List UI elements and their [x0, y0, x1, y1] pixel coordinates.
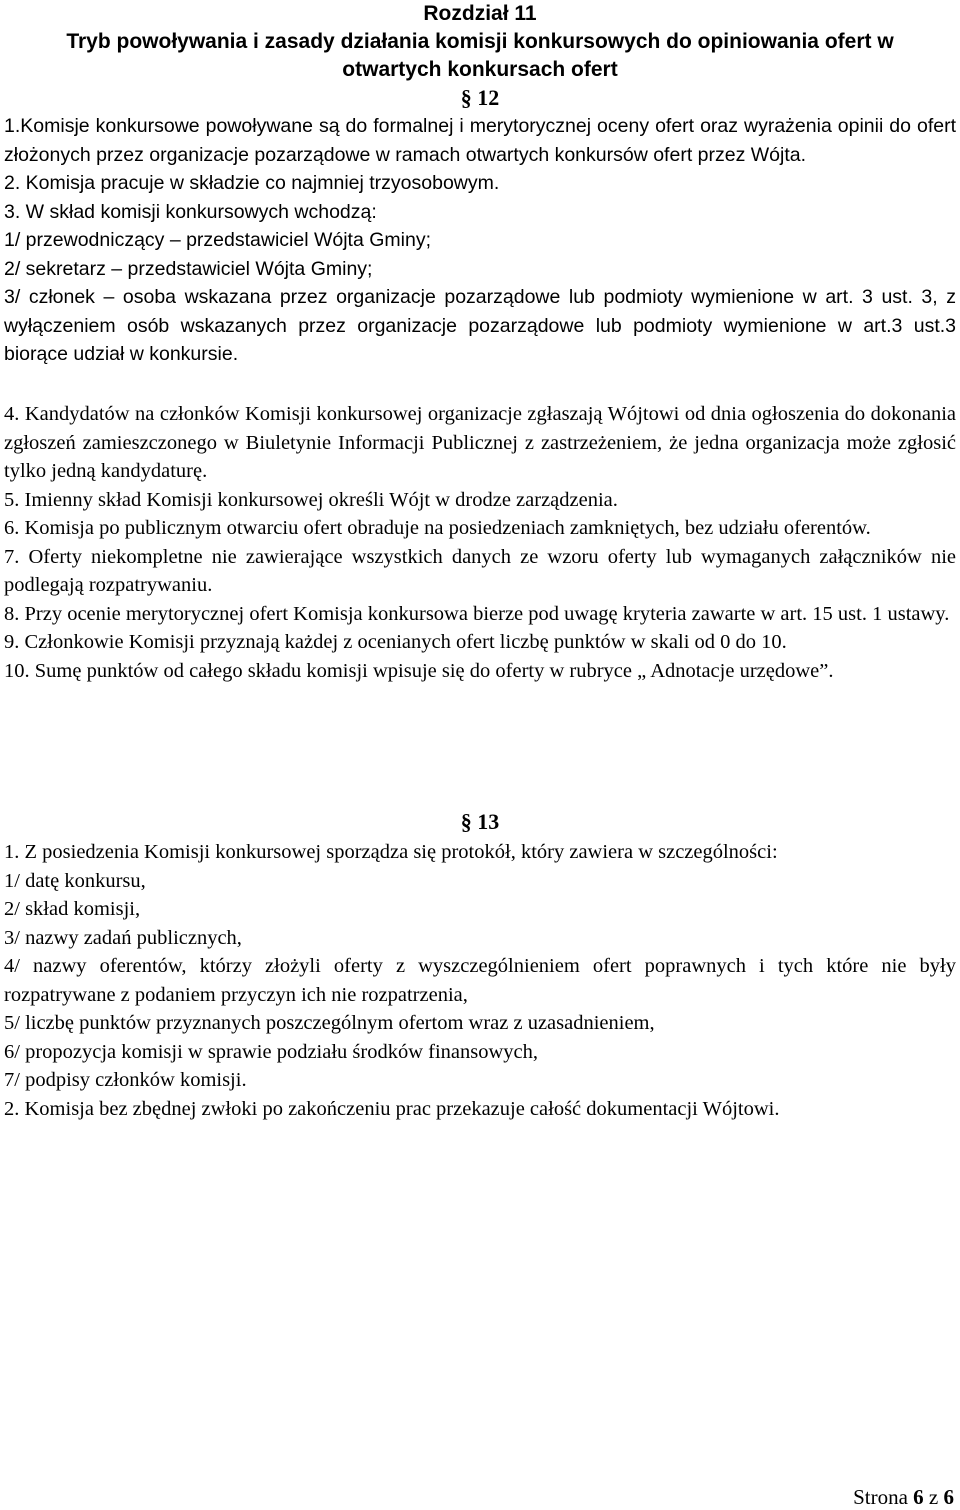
s13-item-5: 5/ liczbę punktów przyznanych poszczególnym ofertom wraz z uzasadnieniem, — [4, 1012, 655, 1034]
section-13 — [4, 838, 956, 1123]
s12-paragraph-3-item-1: 1/ przewodniczący – przedstawiciel Wójta Gminy; — [4, 229, 431, 251]
s12-paragraph-3-item-3: 3/ członek – osoba wskazana przez organizacje pozarządowe lub podmioty wymienione w art. 3 ust. 3, z wyłączeniem osób wskazanych przez organizacje pozarządowe lub podmioty wymienione w art.3 ust.3 biorące udział w konkursie. — [4, 286, 956, 365]
s12-paragraph-9: 9. Członkowie Komisji przyznają każdej z ocenianych ofert liczbę punktów w skali od 0 do 10. — [4, 631, 787, 653]
page-footer — [853, 1484, 954, 1510]
s12-paragraph-4: 4. Kandydatów na członków Komisji konkursowej organizacje zgłaszają Wójtowi od dnia ogłoszenia do dokonania zgłoszeń zamieszczonego w Biuletynie Informacji Publicznej z zastrzeżeniem, że jedna organizacja może zgłosić tylko jedną kandydaturę. — [4, 403, 956, 482]
footer-current-page: 6 — [913, 1485, 924, 1509]
section-12-intro — [4, 112, 956, 369]
footer-prefix: Strona — [853, 1485, 908, 1509]
s13-paragraph-2: 2. Komisja bez zbędnej zwłoki po zakończeniu prac przekazuje całość dokumentacji Wójtowi. — [4, 1097, 780, 1120]
section-12-mark: § 12 — [460, 85, 500, 110]
s13-item-1: 1/ datę konkursu, — [4, 869, 146, 892]
s12-paragraph-7: 7. Oferty niekompletne nie zawierające wszystkich danych ze wzoru oferty lub wymaganych załączników nie podlegają rozpatrywaniu. — [4, 545, 956, 596]
s12-paragraph-10: 10. Sumę punktów od całego składu komisji wpisuje się do oferty w rubryce „ Adnotacje urzędowe”. — [4, 659, 834, 682]
section-12-rest — [4, 400, 956, 685]
section-13-mark: § 13 — [460, 809, 500, 834]
s12-paragraph-8: 8. Przy ocenie merytorycznej ofert Komisja konkursowa bierze pod uwagę kryteria zawarte w art. 15 ust. 1 ustawy. — [4, 602, 950, 625]
chapter-heading — [4, 0, 956, 112]
footer-middle: z — [928, 1485, 939, 1509]
s12-paragraph-5: 5. Imienny skład Komisji konkursowej określi Wójt w drodze zarządzenia. — [4, 488, 618, 511]
s12-paragraph-3: 3. W skład komisji konkursowych wchodzą: — [4, 200, 377, 223]
s13-paragraph-1: 1. Z posiedzenia Komisji konkursowej sporządza się protokół, który zawiera w szczególności: — [4, 841, 778, 863]
s12-paragraph-2: 2. Komisja pracuje w składzie co najmniej trzyosobowym. — [4, 172, 500, 194]
s13-item-7: 7/ podpisy członków komisji. — [4, 1069, 247, 1091]
footer-total-pages: 6 — [943, 1485, 954, 1509]
s13-item-4: 4/ nazwy oferentów, którzy złożyli oferty z wyszczególnieniem ofert poprawnych i tych które nie były rozpatrywane z podaniem przyczyn ich nie rozpatrzenia, — [4, 955, 956, 1006]
s13-item-6: 6/ propozycja komisji w sprawie podziału środków finansowych, — [4, 1040, 539, 1063]
s13-item-3: 3/ nazwy zadań publicznych, — [4, 926, 242, 949]
s12-paragraph-1: 1.Komisje konkursowe powoływane są do formalnej i merytorycznej oceny ofert oraz wyrażenia opinii do ofert złożonych przez organizacje pozarządowe w ramach otwartych konkursów ofert przez Wójta. — [4, 115, 956, 166]
chapter-title: Rozdział 11 — [423, 2, 537, 25]
s12-paragraph-3-item-2: 2/ sekretarz – przedstawiciel Wójta Gminy; — [4, 257, 373, 280]
chapter-subtitle: Tryb powoływania i zasady działania komisji konkursowych do opiniowania ofert w otwartych konkursach ofert — [66, 30, 894, 81]
s13-item-2: 2/ skład komisji, — [4, 898, 141, 920]
s12-paragraph-6: 6. Komisja po publicznym otwarciu ofert obraduje na posiedzeniach zamkniętych, bez udziału oferentów. — [4, 517, 871, 539]
